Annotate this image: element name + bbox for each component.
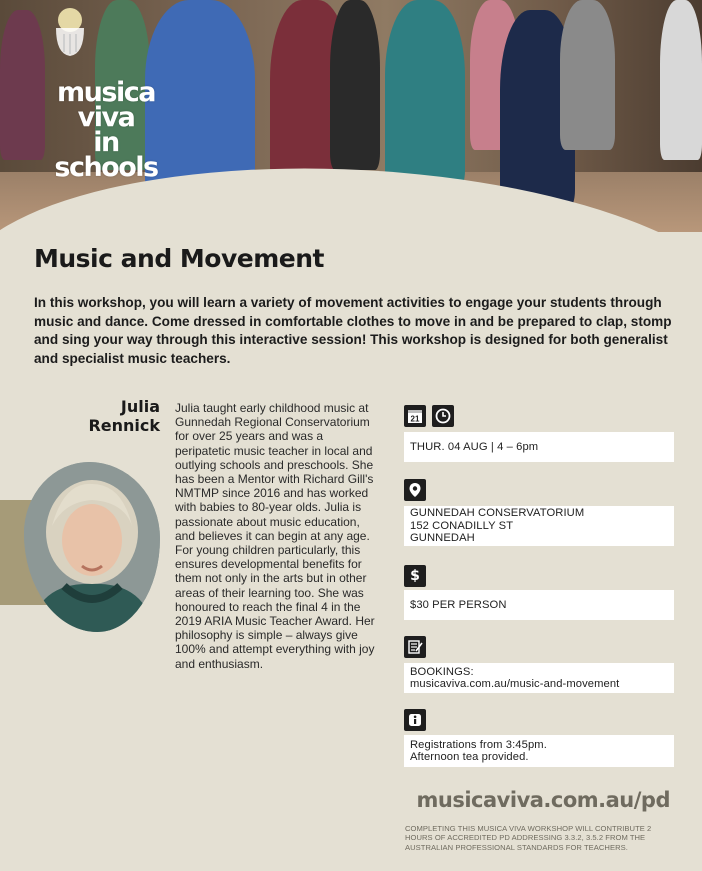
booking-form-icon [404,636,426,658]
presenter-name: Julia Rennick [88,397,160,435]
logo-mark-icon [50,6,90,58]
website-link[interactable]: musicaviva.com.au/pd [416,788,670,812]
svg-text:21: 21 [410,414,420,424]
accreditation-note: COMPLETING THIS MUSICA VIVA WORKSHOP WILL CONTRIBUTE 2 HOURS OF ACCREDITED PD ADDRESSING 3.3.2, 3.5.2 FROM THE AUSTRALIAN PROFESSIONAL STANDARDS FOR TEACHERS. [405,824,652,852]
date-time-text: THUR. 04 AUG | 4 – 6pm [404,432,674,462]
musica-viva-logo [22,6,162,191]
bookings-link[interactable]: musicaviva.com.au/music-and-movement [410,678,620,690]
presenter-portrait [24,462,160,632]
workshop-title: Music and Movement [34,244,324,273]
venue-text: GUNNEDAH CONSERVATORIUM 152 CONADILLY ST GUNNEDAH [404,506,674,546]
info-icon [404,709,426,731]
location-pin-icon [404,479,426,501]
clock-icon [432,405,454,427]
workshop-description: In this workshop, you will learn a variety of movement activities to engage your students through music and dance. Come dressed in comfortable clothes to move in and be prepared to clap, stomp and sing your way through this interactive session! This workshop is designed for both generalist and specialist music teachers. [34,295,672,366]
presenter-bio: Julia taught early childhood music at Gunnedah Regional Conservatorium for over 25 years and was a peripatetic music teacher in local and outlying schools and preschools. She has been a Mentor with Richard Gill's NMTMP since 2016 and has worked with babies to 80-year olds. Julia is passionate about music education, and believes it can begin at any age. For young children particularly, this ensures developmental benefits for them not only in the arts but in other areas of their learning too. She was honoured to reach the final 4 in the 2019 ARIA Music Teacher Award. Her philosophy is simple – always give 100% and attempt everything with joy and enthusiasm. [175,401,375,671]
price-text: $30 PER PERSON [404,590,674,620]
bookings-text: BOOKINGS: musicaviva.com.au/music-and-movement [404,663,674,693]
calendar-icon [404,405,426,427]
dollar-icon: $ [404,565,426,587]
registration-text: Registrations from 3:45pm. Afternoon tea provided. [404,735,674,767]
logo-text: musica viva in schools [54,77,158,183]
